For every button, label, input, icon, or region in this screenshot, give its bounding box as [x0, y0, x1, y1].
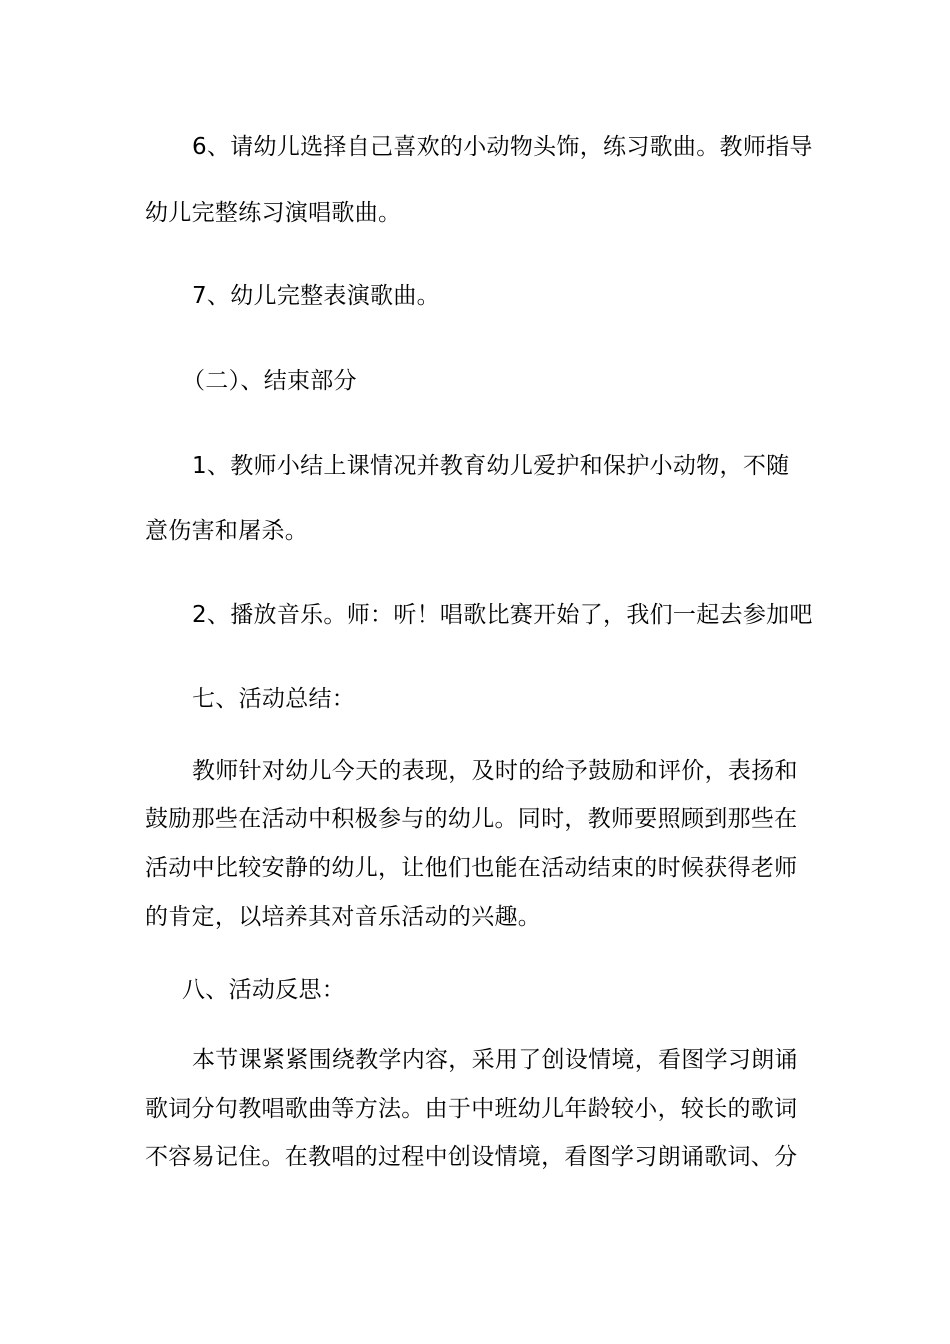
- summary-paragraph-line-1: 教师针对幼儿今天的表现，及时的给予鼓励和评价，表扬和: [192, 758, 798, 784]
- ending-step-2-line: 2、播放音乐。师：听！唱歌比赛开始了，我们一起去参加吧: [192, 602, 813, 628]
- step-6-line-1: 6、请幼儿选择自己喜欢的小动物头饰，练习歌曲。教师指导: [192, 134, 813, 160]
- section-heading-reflection: 八、活动反思：: [182, 977, 346, 1003]
- step-6-line-2: 幼儿完整练习演唱歌曲。: [145, 200, 402, 226]
- ending-step-1-line-2: 意伤害和屠杀。: [145, 518, 309, 544]
- summary-paragraph-line-3: 活动中比较安静的幼儿，让他们也能在活动结束的时候获得老师: [145, 855, 798, 881]
- section-heading-ending: （二）、结束部分: [182, 368, 357, 394]
- summary-paragraph-line-4: 的肯定，以培养其对音乐活动的兴趣。: [145, 904, 542, 930]
- reflection-paragraph-line-3: 不容易记住。在教唱的过程中创设情境，看图学习朗诵歌词、分: [145, 1144, 798, 1170]
- step-7-line: 7、幼儿完整表演歌曲。: [192, 283, 440, 309]
- reflection-paragraph-line-2: 歌词分句教唱歌曲等方法。由于中班幼儿年龄较小，较长的歌词: [145, 1096, 798, 1122]
- ending-step-1-line-1: 1、教师小结上课情况并教育幼儿爱护和保护小动物，不随: [192, 453, 790, 479]
- section-heading-summary: 七、活动总结：: [192, 686, 356, 712]
- summary-paragraph-line-2: 鼓励那些在活动中积极参与的幼儿。同时，教师要照顾到那些在: [145, 806, 798, 832]
- reflection-paragraph-line-1: 本节课紧紧围绕教学内容，采用了创设情境，看图学习朗诵: [192, 1047, 798, 1073]
